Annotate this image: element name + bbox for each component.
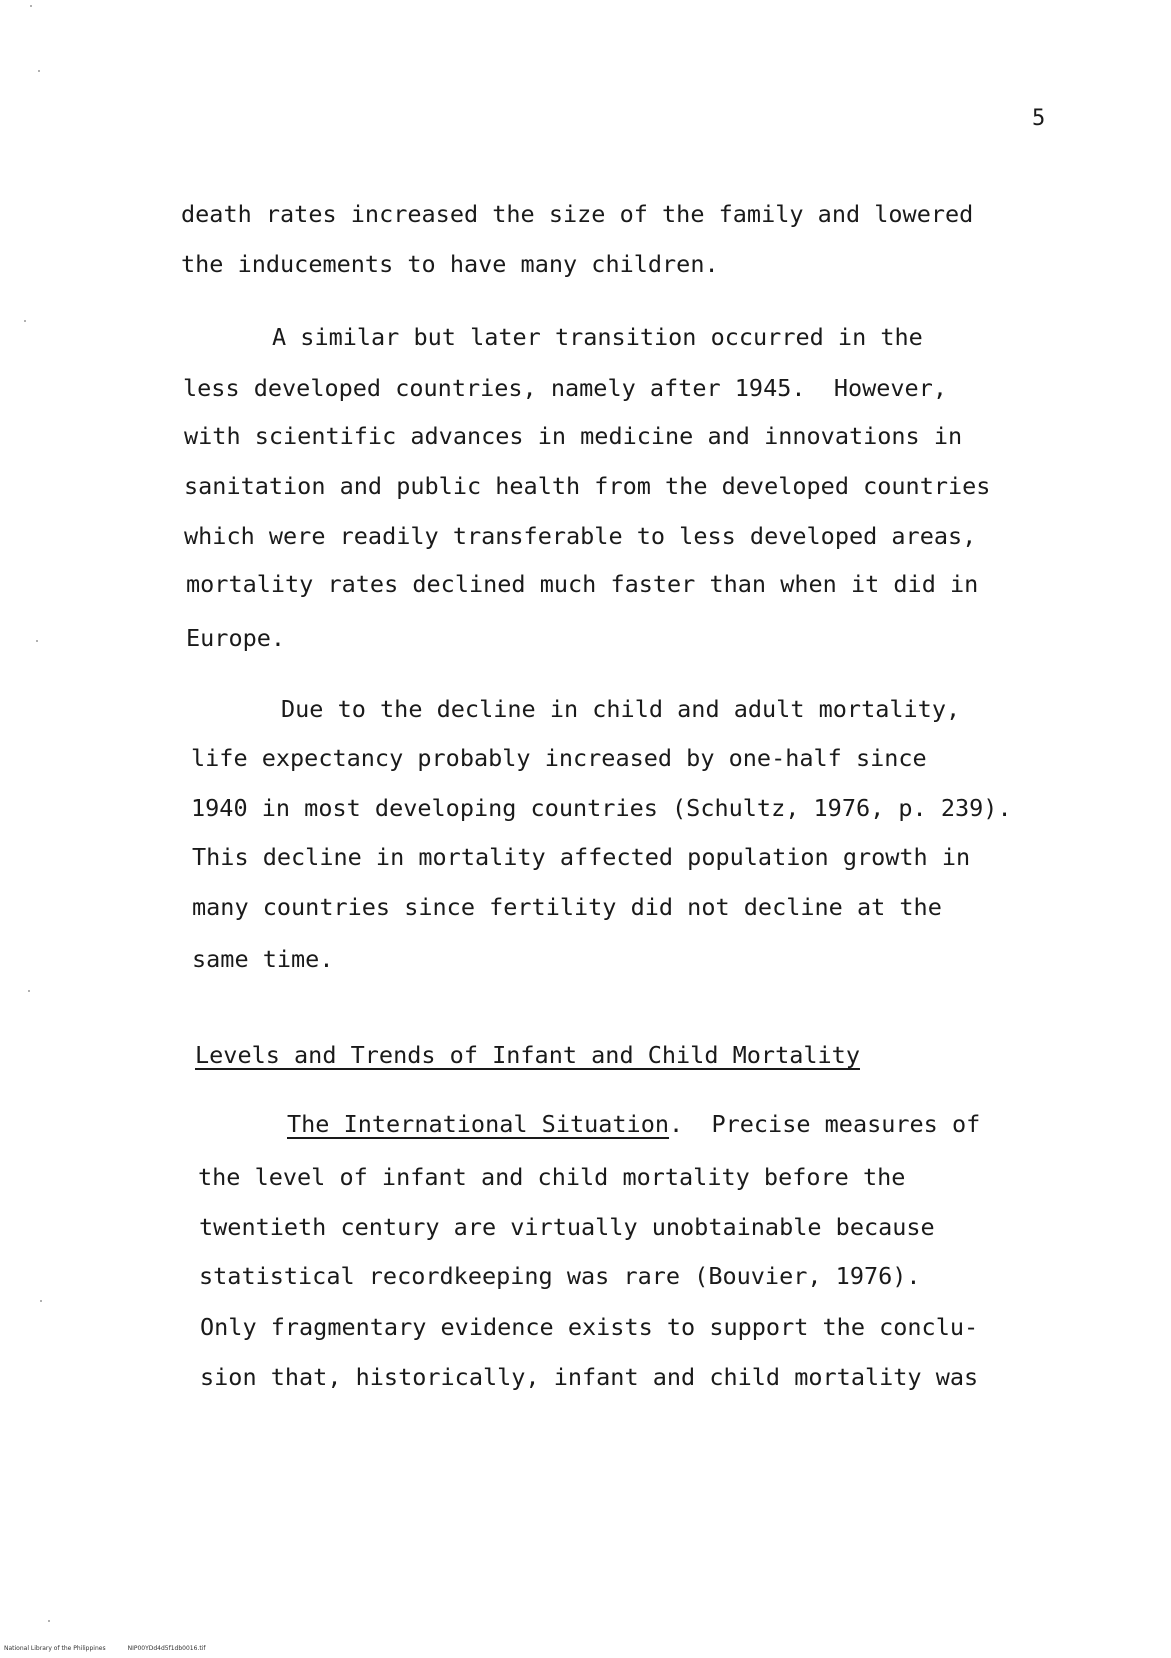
section-heading: Levels and Trends of Infant and Child Mortality xyxy=(195,1041,860,1069)
scan-speck xyxy=(38,70,40,72)
paragraph-2-line-7: Europe. xyxy=(186,624,286,652)
subsection-line-3: twentieth century are virtually unobtainable because xyxy=(199,1213,935,1241)
scan-speck xyxy=(36,640,38,642)
paragraph-1-line-1: death rates increased the size of the family and lowered xyxy=(181,200,974,228)
paragraph-2-line-3: with scientific advances in medicine and innovations in xyxy=(184,422,963,450)
paragraph-3-line-4: This decline in mortality affected population growth in xyxy=(192,843,971,871)
subsection-first-line-rest: . Precise measures of xyxy=(669,1110,981,1138)
paragraph-3-line-1: Due to the decline in child and adult mortality, xyxy=(281,695,961,723)
subsection-line-2: the level of infant and child mortality before the xyxy=(198,1163,906,1191)
scan-speck xyxy=(28,990,30,992)
paragraph-2-line-4: sanitation and public health from the developed countries xyxy=(184,472,991,500)
footer-library-label: National Library of the Philippines xyxy=(4,1645,106,1652)
subsection-line-4: statistical recordkeeping was rare (Bouvier, 1976). xyxy=(199,1262,921,1290)
run-in-heading: The International Situation xyxy=(287,1110,670,1138)
paragraph-3-line-6: same time. xyxy=(192,945,334,973)
scan-speck xyxy=(48,1620,50,1622)
scan-speck xyxy=(30,5,32,7)
scan-speck xyxy=(24,320,26,322)
subsection-line-5: Only fragmentary evidence exists to support the conclu- xyxy=(200,1313,979,1341)
subsection-line-6: sion that, historically, infant and child mortality was xyxy=(200,1363,979,1391)
page-number: 5 xyxy=(1032,106,1046,131)
paragraph-2-line-1: A similar but later transition occurred in the xyxy=(272,323,923,351)
footer-file-label: NIP00YDd4d5f1db0016.tif xyxy=(127,1645,206,1652)
scan-speck xyxy=(40,1300,42,1302)
paragraph-3-line-5: many countries since fertility did not decline at the xyxy=(192,893,942,921)
paragraph-2-line-2: less developed countries, namely after 1945. However, xyxy=(183,374,948,402)
scan-footer xyxy=(4,1645,227,1652)
paragraph-3-line-3: 1940 in most developing countries (Schultz, 1976, p. 239). xyxy=(191,794,1012,822)
paragraph-2-line-5: which were readily transferable to less developed areas, xyxy=(184,522,977,550)
paragraph-2-line-6: mortality rates declined much faster than when it did in xyxy=(186,570,979,598)
paragraph-3-line-2: life expectancy probably increased by one-half since xyxy=(191,744,927,772)
subsection-line-1 xyxy=(287,1110,981,1138)
paragraph-1-line-2: the inducements to have many children. xyxy=(181,250,719,278)
